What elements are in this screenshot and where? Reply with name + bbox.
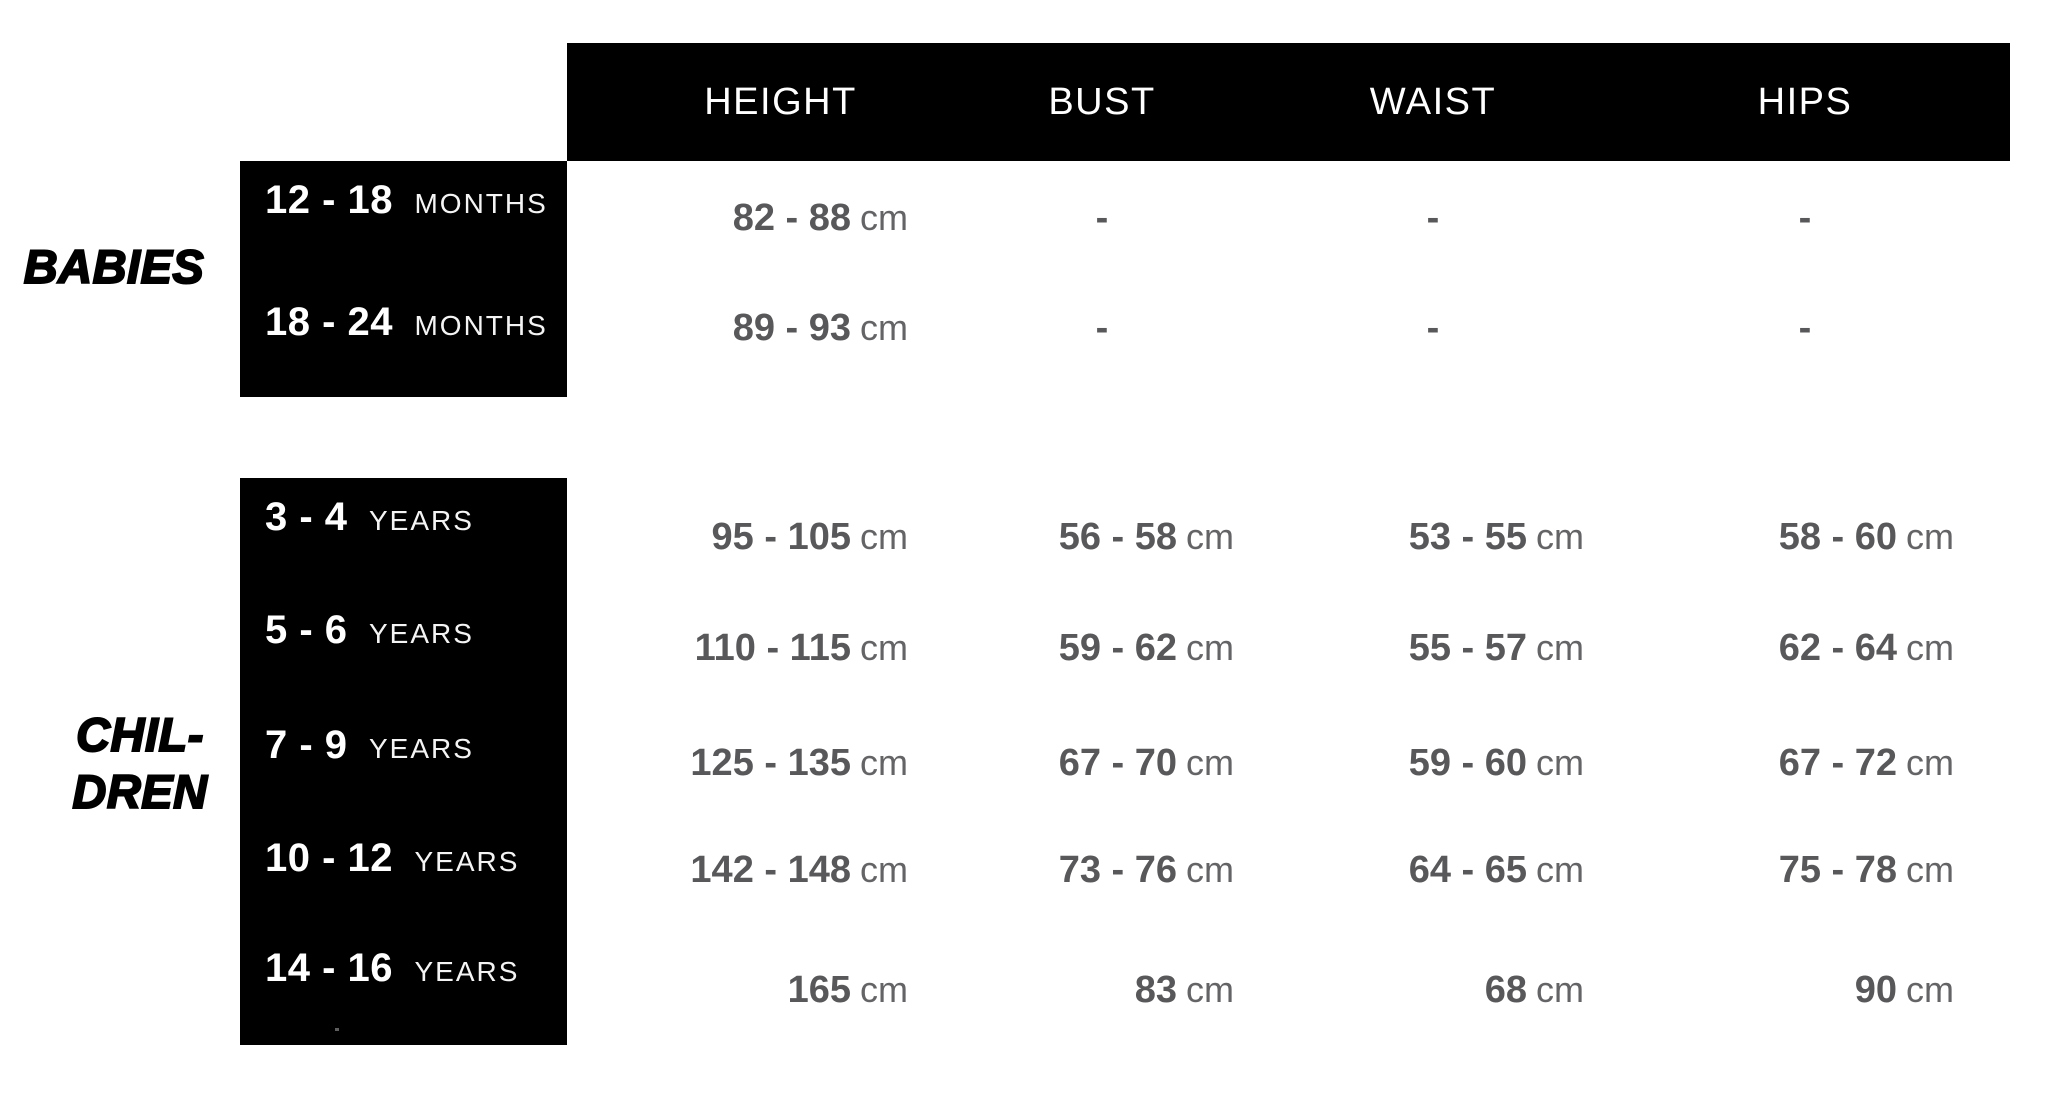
hips-cell: - xyxy=(1798,196,1812,239)
waist-cell: - xyxy=(1426,306,1440,349)
table-row-babies-12-18 xyxy=(240,155,2010,245)
waist-cell: 68 cm xyxy=(1484,968,1584,1011)
height-cell: 142 - 148 cm xyxy=(690,848,908,891)
waist-cell: - xyxy=(1426,196,1440,239)
section-label-children-line2: DREN xyxy=(72,765,208,818)
waist-cell: 55 - 57 cm xyxy=(1408,626,1584,669)
size-label: 14 - 16 YEARS xyxy=(265,945,520,990)
bust-cell: - xyxy=(1095,306,1109,349)
print-speck xyxy=(335,1028,339,1031)
hips-cell: 67 - 72 cm xyxy=(1778,741,1954,784)
section-label-babies: BABIES xyxy=(23,240,205,293)
bust-cell: 83 cm xyxy=(1134,968,1234,1011)
size-label: 3 - 4 YEARS xyxy=(265,494,474,539)
hips-cell: - xyxy=(1798,306,1812,349)
column-header-bust: BUST xyxy=(1048,80,1156,123)
size-label: 12 - 18 MONTHS xyxy=(265,177,548,222)
hips-cell: 62 - 64 cm xyxy=(1778,626,1954,669)
table-header xyxy=(567,43,2010,161)
column-header-hips: HIPS xyxy=(1757,80,1853,123)
size-label: 7 - 9 YEARS xyxy=(265,722,474,767)
height-cell: 82 - 88 cm xyxy=(732,196,908,239)
bust-cell: 67 - 70 cm xyxy=(1058,741,1234,784)
size-label: 5 - 6 YEARS xyxy=(265,607,474,652)
size-label: 10 - 12 YEARS xyxy=(265,835,520,880)
table-row-children-7-9 xyxy=(240,700,2010,790)
section-label-children xyxy=(0,706,280,820)
height-cell: 110 - 115 cm xyxy=(694,626,908,669)
table-row-children-14-16 xyxy=(240,923,2010,1013)
hips-cell: 75 - 78 cm xyxy=(1778,848,1954,891)
section-label-children-line1: CHIL- xyxy=(76,708,204,761)
table-row-children-3-4 xyxy=(240,472,2010,562)
hips-cell: 90 cm xyxy=(1854,968,1954,1011)
table-row-babies-18-24 xyxy=(240,277,2010,367)
bust-cell: 73 - 76 cm xyxy=(1058,848,1234,891)
waist-cell: 59 - 60 cm xyxy=(1408,741,1584,784)
bust-cell: 59 - 62 cm xyxy=(1058,626,1234,669)
waist-cell: 53 - 55 cm xyxy=(1408,515,1584,558)
column-header-waist: WAIST xyxy=(1369,80,1497,123)
height-cell: 165 cm xyxy=(787,968,908,1011)
hips-cell: 58 - 60 cm xyxy=(1778,515,1954,558)
waist-cell: 64 - 65 cm xyxy=(1408,848,1584,891)
table-row-children-5-6 xyxy=(240,585,2010,675)
column-header-height: HEIGHT xyxy=(704,80,857,123)
height-cell: 95 - 105 cm xyxy=(711,515,908,558)
height-cell: 125 - 135 cm xyxy=(690,741,908,784)
table-row-children-10-12 xyxy=(240,813,2010,903)
height-cell: 89 - 93 cm xyxy=(732,306,908,349)
bust-cell: - xyxy=(1095,196,1109,239)
size-label: 18 - 24 MONTHS xyxy=(265,299,548,344)
bust-cell: 56 - 58 cm xyxy=(1058,515,1234,558)
